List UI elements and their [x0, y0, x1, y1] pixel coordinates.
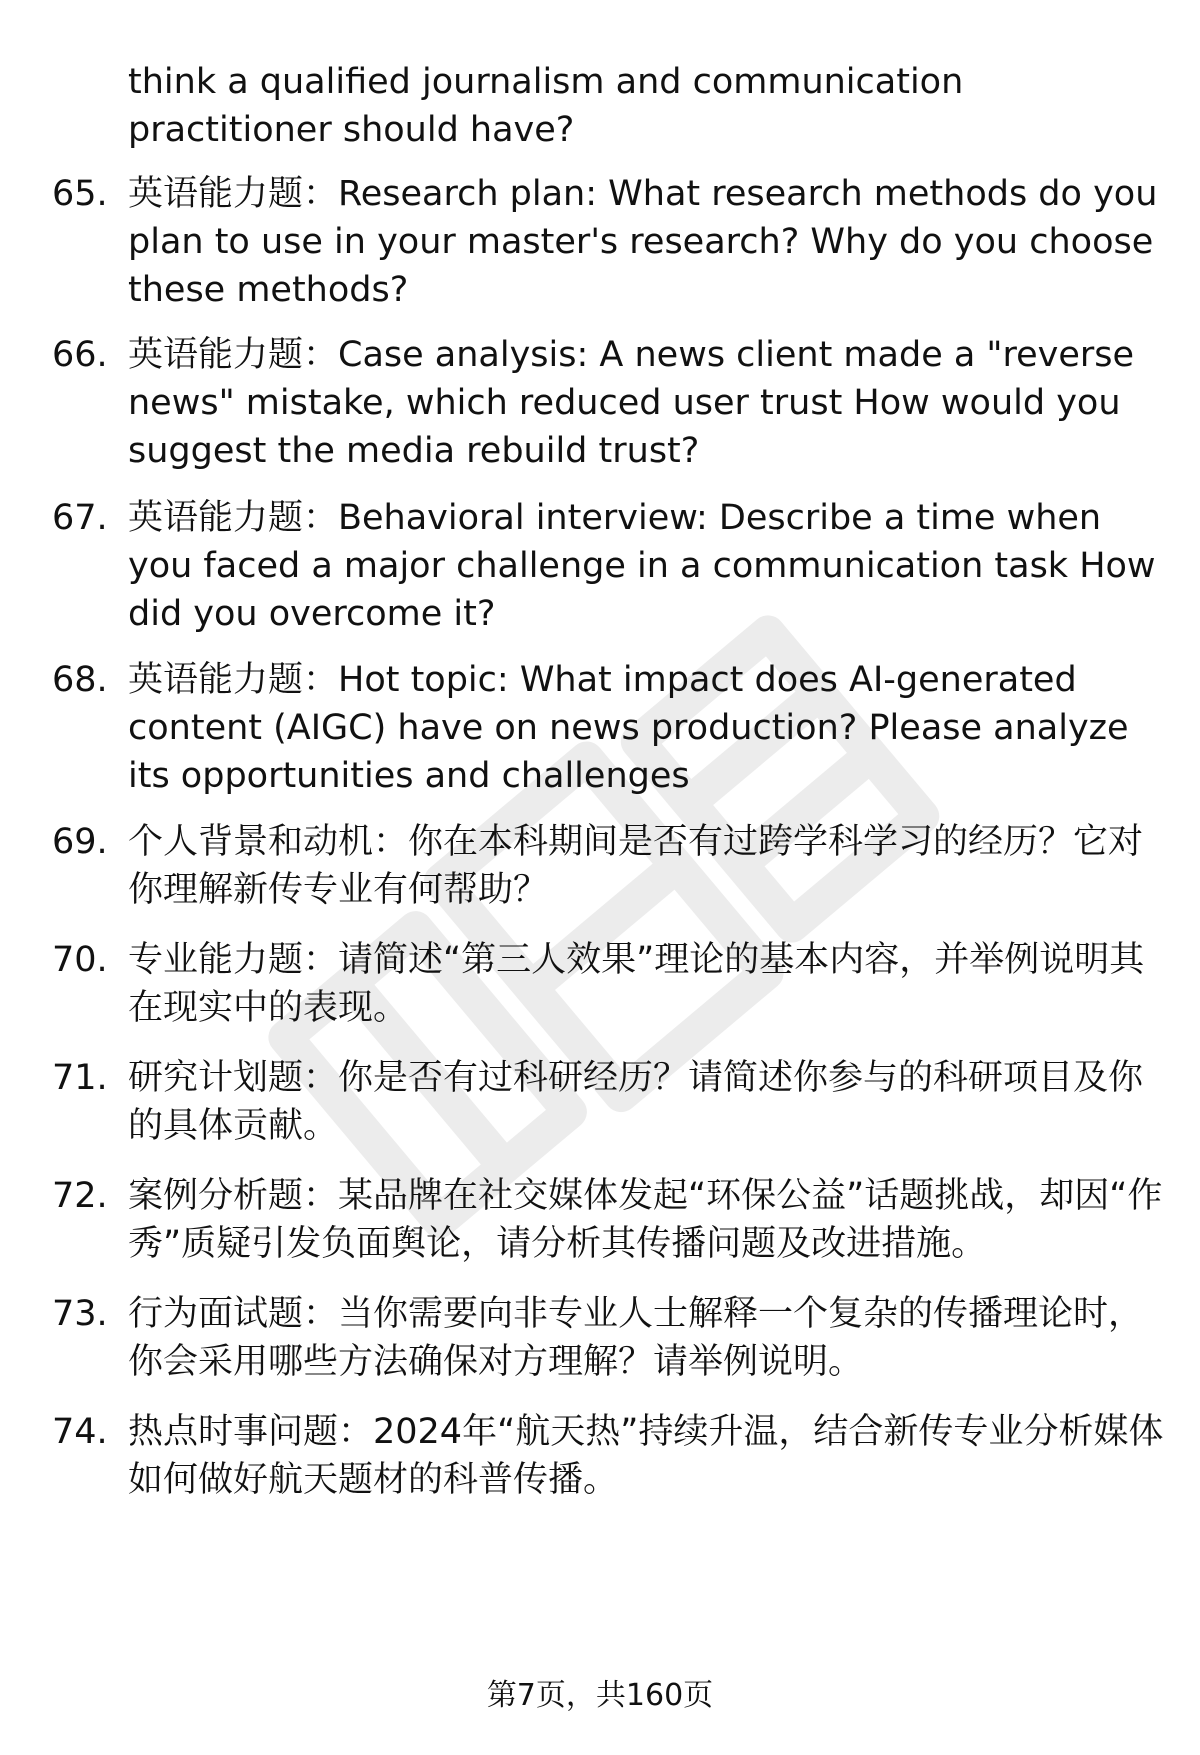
question-item-73: [52, 1290, 1172, 1386]
question-number: 68.: [52, 660, 108, 700]
question-number: 67.: [52, 498, 108, 538]
question-item-71: [52, 1054, 1172, 1150]
question-text: 案例分析题：某品牌在社交媒体发起“环保公益”话题挑战，却因“作秀”质疑引发负面舆论，请分析其传播问题及改进措施。: [128, 1176, 1163, 1264]
question-text: 英语能力题：Hot topic: What impact does AI-generated content (AIGC) have on news production? Please analyze its opportunities and challenges: [128, 660, 1129, 796]
question-text: 行为面试题：当你需要向非专业人士解释一个复杂的传播理论时，你会采用哪些方法确保对方理解？请举例说明。: [128, 1294, 1144, 1382]
question-item-69: [52, 818, 1172, 914]
question-text: 个人背景和动机：你在本科期间是否有过跨学科学习的经历？它对你理解新传专业有何帮助？: [128, 822, 1144, 910]
question-text: 英语能力题：Behavioral interview: Describe a time when you faced a major challenge in a communication task How did you overcome it?: [128, 498, 1156, 634]
question-number: 72.: [52, 1176, 108, 1216]
question-item-68: [52, 656, 1172, 800]
question-text: 英语能力题：Case analysis: A news client made a "reverse news" mistake, which reduced user trust How would you suggest the media rebuild trust?: [128, 335, 1135, 471]
question-number: 70.: [52, 940, 108, 980]
question-text: 英语能力题：Research plan: What research methods do you plan to use in your master's research? Why do you choose these methods?: [128, 174, 1158, 310]
question-item-67: [52, 494, 1172, 638]
question-item-66: [52, 331, 1172, 475]
question-number: 65.: [52, 174, 108, 214]
question-item-65: [52, 170, 1172, 314]
question-item-70: [52, 936, 1172, 1032]
continued-question-text: think a qualified journalism and communication practitioner should have?: [128, 62, 964, 150]
question-item-72: [52, 1172, 1172, 1268]
question-text: 热点时事问题：2024年“航天热”持续升温，结合新传专业分析媒体如何做好航天题材的科普传播。: [128, 1412, 1164, 1500]
question-number: 71.: [52, 1058, 108, 1098]
question-number: 74.: [52, 1412, 108, 1452]
question-text: 专业能力题：请简述“第三人效果”理论的基本内容，并举例说明其在现实中的表现。: [128, 940, 1145, 1028]
question-number: 66.: [52, 335, 108, 375]
question-number: 73.: [52, 1294, 108, 1334]
question-number: 69.: [52, 822, 108, 862]
page-number-footer: 第7页，共160页: [486, 1678, 714, 1713]
question-item-74: [52, 1408, 1172, 1504]
question-text: 研究计划题：你是否有过科研经历？请简述你参与的科研项目及你的具体贡献。: [128, 1058, 1144, 1146]
